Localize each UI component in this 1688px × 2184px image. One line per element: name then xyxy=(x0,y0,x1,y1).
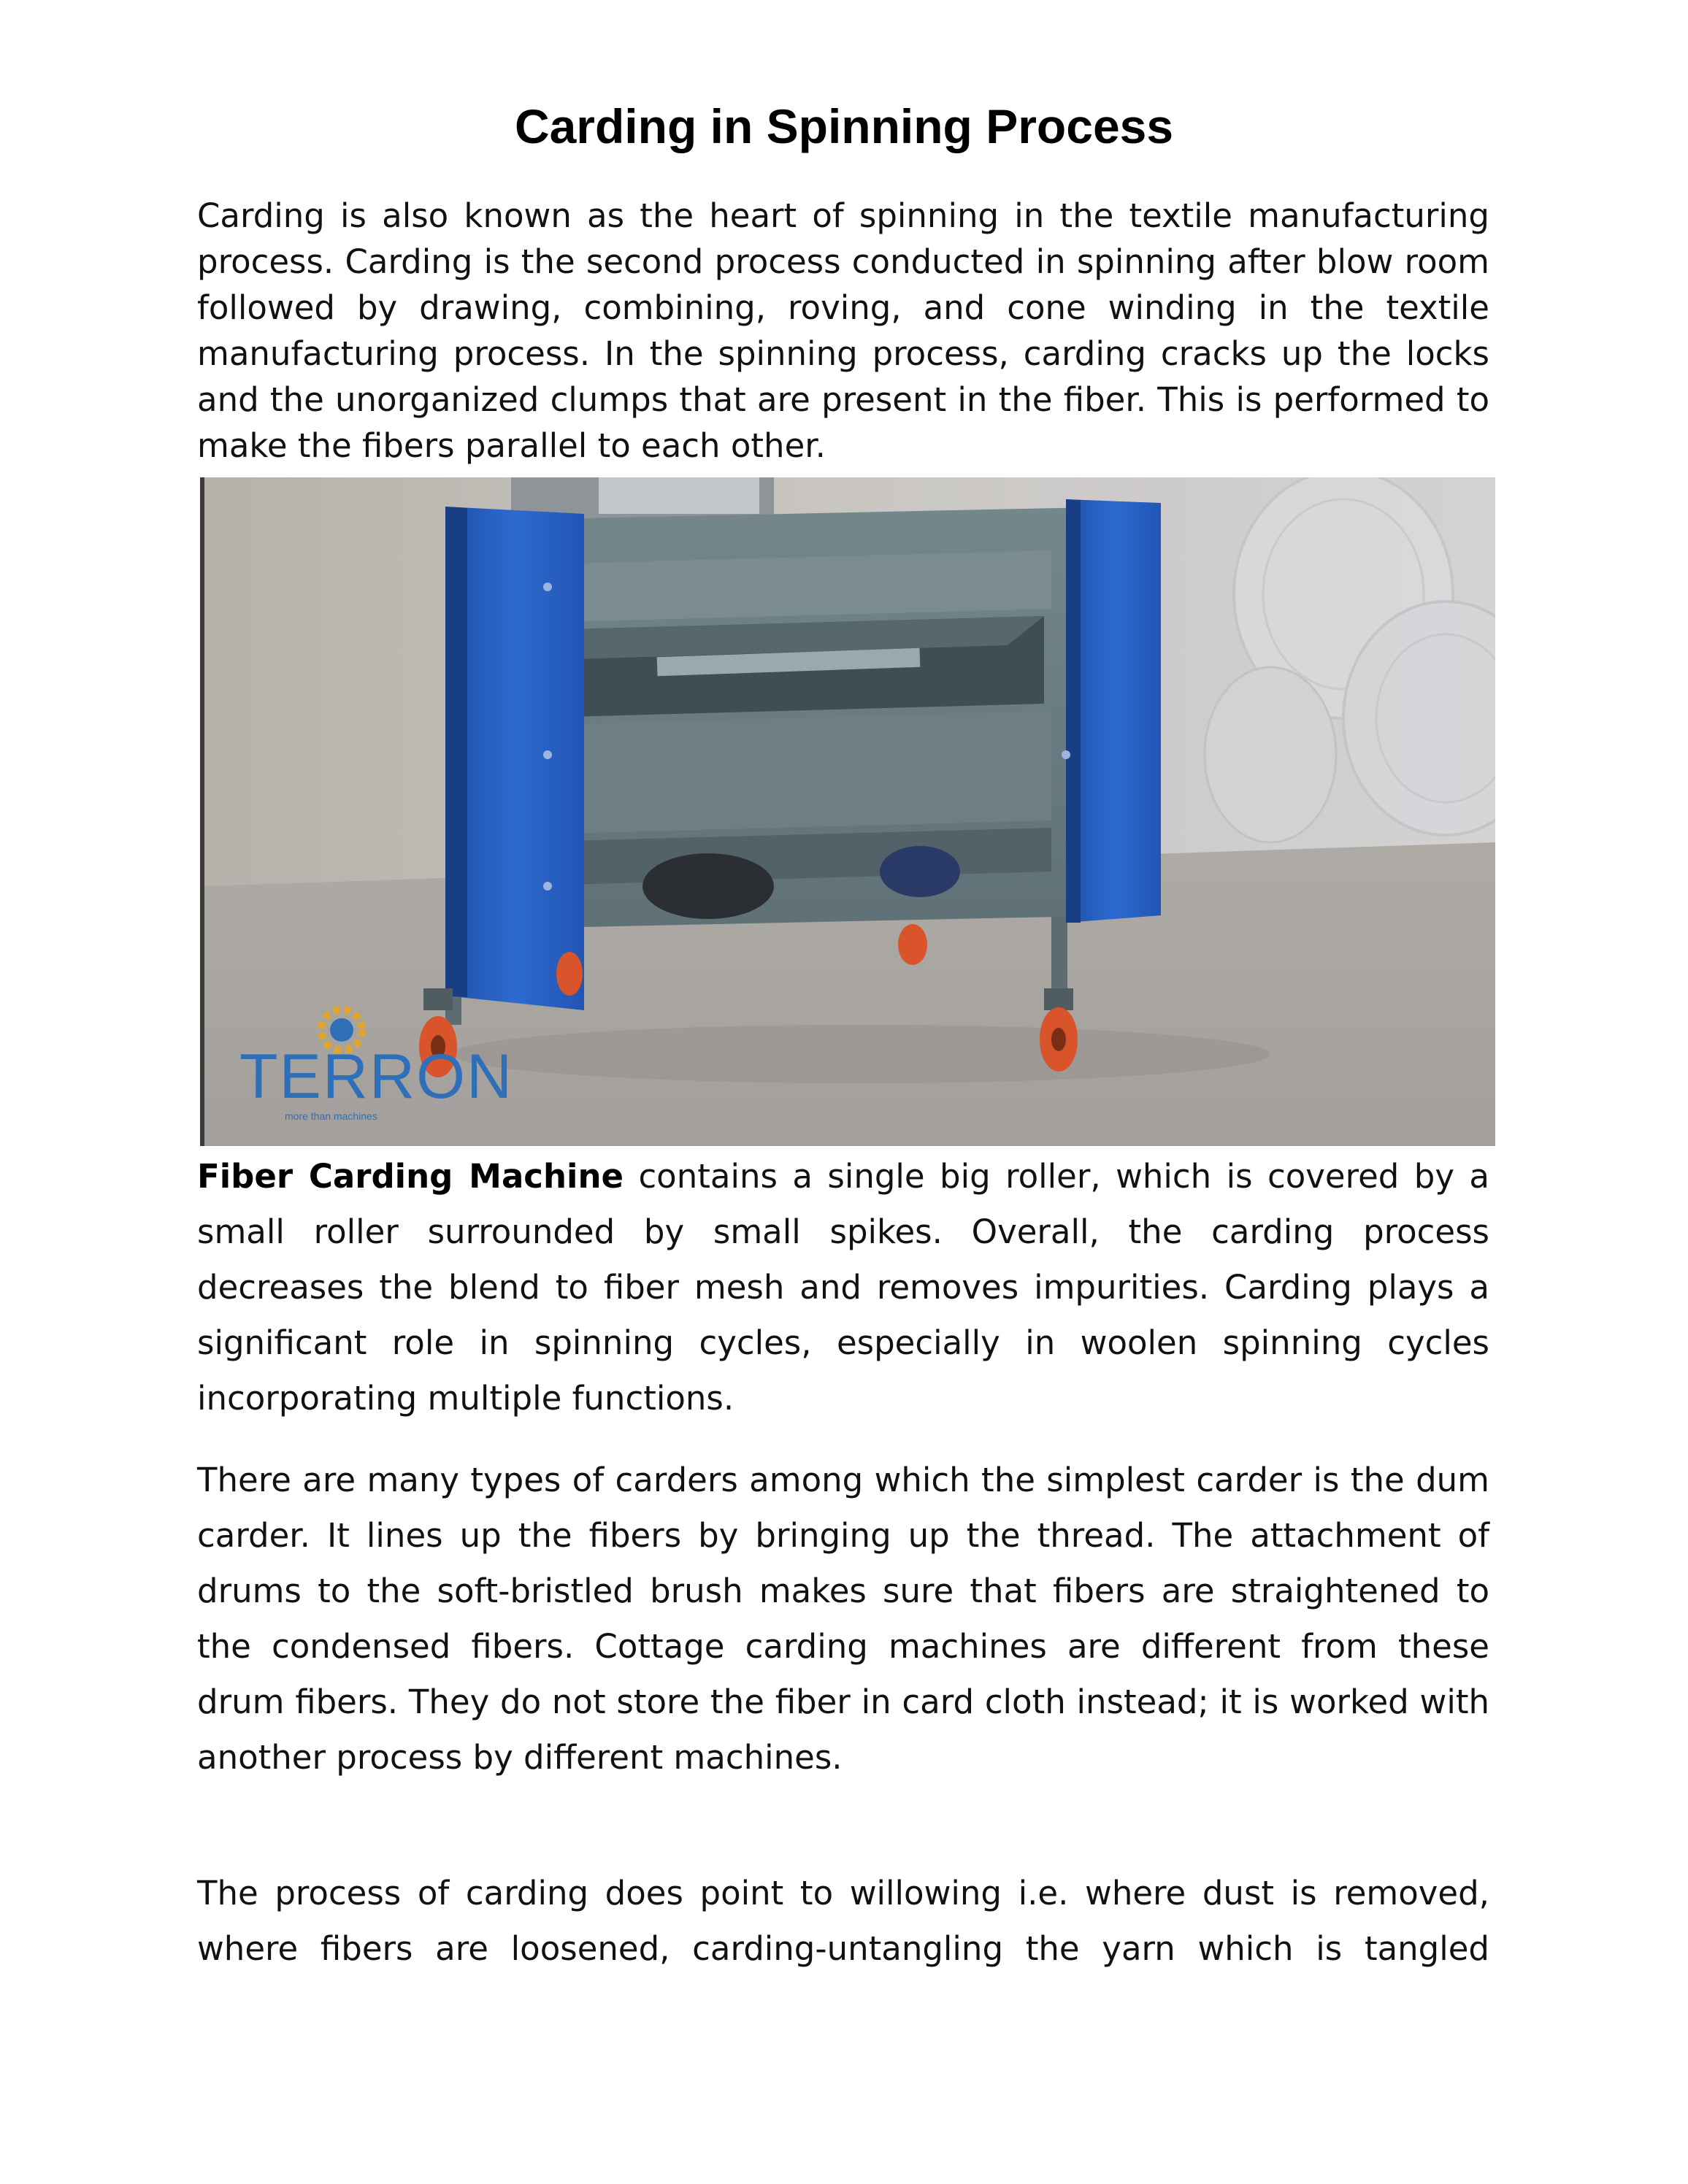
logo-wordmark: TERRON xyxy=(239,1042,514,1112)
carder-types-paragraph: There are many types of carders among which the simplest carder is the dum carder. It lines up the fibers by bringing up the thread. The attachment of drums to the soft-bristled brush makes sure that fibers are straightened to the condensed fibers. Cottage carding machines are different from these drum fibers. They do not store the fiber in card cloth instead; it is worked with another process by different machines. xyxy=(197,1461,1489,1777)
machine-paragraph xyxy=(197,1149,1489,1426)
intro-paragraph: Carding is also known as the heart of spinning in the textile manufacturing process. Carding is the second process conducted in spinning after blow room followed by drawing, combining, roving, and cone winding in the textile manufacturing process. In the spinning process, carding cracks up the locks and the unorganized clumps that are present in the fiber. This is performed to make the fibers parallel to each other. xyxy=(197,196,1489,465)
carding-machine-photo xyxy=(200,477,1495,1146)
caster-wheel-right xyxy=(1040,988,1078,1072)
caster-wheel-middle xyxy=(898,924,927,965)
logo-tagline: more than machines xyxy=(285,1110,377,1122)
willowing-paragraph: The process of carding does point to willowing i.e. where dust is removed, where fibers are loosened, carding-untangling the yarn which is tangled xyxy=(197,1874,1489,1968)
motor xyxy=(642,853,774,919)
machine-description: contains a single big roller, which is covered by a small roller surrounded by small spikes. Overall, the carding process decreases the blend to fiber mesh and removes impurities. Carding plays a significant role in spinning cycles, especially in woolen spinning cycles incorporating multiple functions. xyxy=(197,1157,1489,1418)
page-title: Carding in Spinning Process xyxy=(514,99,1174,153)
machine-term: Fiber Carding Machine xyxy=(197,1157,624,1196)
caster-wheel-left-rear xyxy=(556,952,583,996)
